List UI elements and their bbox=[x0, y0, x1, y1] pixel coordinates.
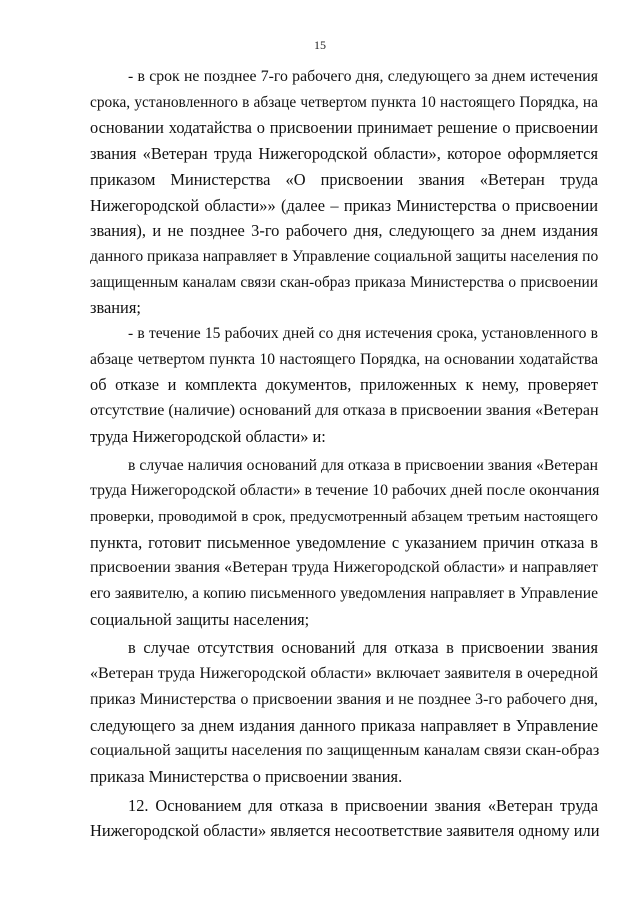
text-line: данного приказа направляет в Управление социальной защиты населения по bbox=[90, 247, 599, 265]
text-line: звания), и не позднее 3-го рабочего дня, следующего за днем издания bbox=[90, 221, 598, 241]
text-line: труда Нижегородской области» и: bbox=[90, 426, 326, 446]
text-line: приказа Министерства о присвоении звания. bbox=[90, 766, 403, 786]
text-line: приказ Министерства о присвоении звания и не позднее 3-го рабочего дня, bbox=[90, 690, 598, 708]
text-line: «Ветеран труда Нижегородской области» включает заявителя в очередной bbox=[90, 665, 598, 683]
text-line: социальной защиты населения; bbox=[90, 609, 310, 629]
page-number: 15 bbox=[314, 38, 326, 52]
text-line: 12. Основанием для отказа в присвоении звания «Ветеран труда bbox=[128, 795, 598, 815]
text-line: социальной защиты населения по защищенным каналам связи скан-образ bbox=[90, 741, 600, 760]
text-line: основании ходатайства о присвоении принимает решение о присвоении bbox=[90, 118, 598, 138]
text-line: пункта, готовит письменное уведомление с указанием причин отказа в bbox=[90, 532, 598, 552]
text-line: - в срок не позднее 7-го рабочего дня, следующего за днем истечения bbox=[128, 68, 598, 85]
text-line: - в течение 15 рабочих дней со дня истечения срока, установленного в bbox=[128, 325, 598, 343]
text-line: звания; bbox=[90, 298, 141, 318]
text-line: защищенным каналам связи скан-образ приказа Министерства о присвоении bbox=[90, 273, 598, 291]
text-line: звания «Ветеран труда Нижегородской области», которое оформляется bbox=[90, 144, 598, 164]
text-line: присвоении звания «Ветеран труда Нижегородской области» и направляет bbox=[90, 559, 598, 577]
text-line: абзаце четвертом пункта 10 настоящего Порядка, на основании ходатайства bbox=[90, 350, 598, 368]
text-line: следующего за днем издания данного приказа направляет в Управление bbox=[90, 715, 598, 735]
text-line: его заявителю, а копию письменного уведомления направляет в Управление bbox=[90, 585, 598, 603]
text-line: в случае наличия оснований для отказа в присвоении звания «Ветеран bbox=[128, 456, 598, 474]
text-line: Нижегородской области»» (далее – приказ Министерства о присвоении bbox=[90, 195, 598, 215]
text-line: срока, установленного в абзаце четвертом пункта 10 настоящего Порядка, на bbox=[90, 93, 598, 111]
text-line: приказом Министерства «О присвоении звания «Ветеран труда bbox=[90, 169, 598, 189]
text-line: в случае отсутствия оснований для отказа в присвоении звания bbox=[128, 638, 598, 658]
text-line: труда Нижегородской области» в течение 10 рабочих дней после окончания bbox=[90, 482, 600, 500]
text-line: отсутствие (наличие) оснований для отказа в присвоении звания «Ветеран bbox=[90, 402, 599, 420]
text-line: Нижегородской области» является несоответствие заявителя одному или bbox=[90, 821, 600, 841]
text-line: об отказе и комплекта документов, приложенных к нему, проверяет bbox=[90, 375, 598, 395]
text-line: проверки, проводимой в срок, предусмотренный абзацем третьим настоящего bbox=[90, 507, 598, 525]
document-body bbox=[90, 64, 598, 844]
